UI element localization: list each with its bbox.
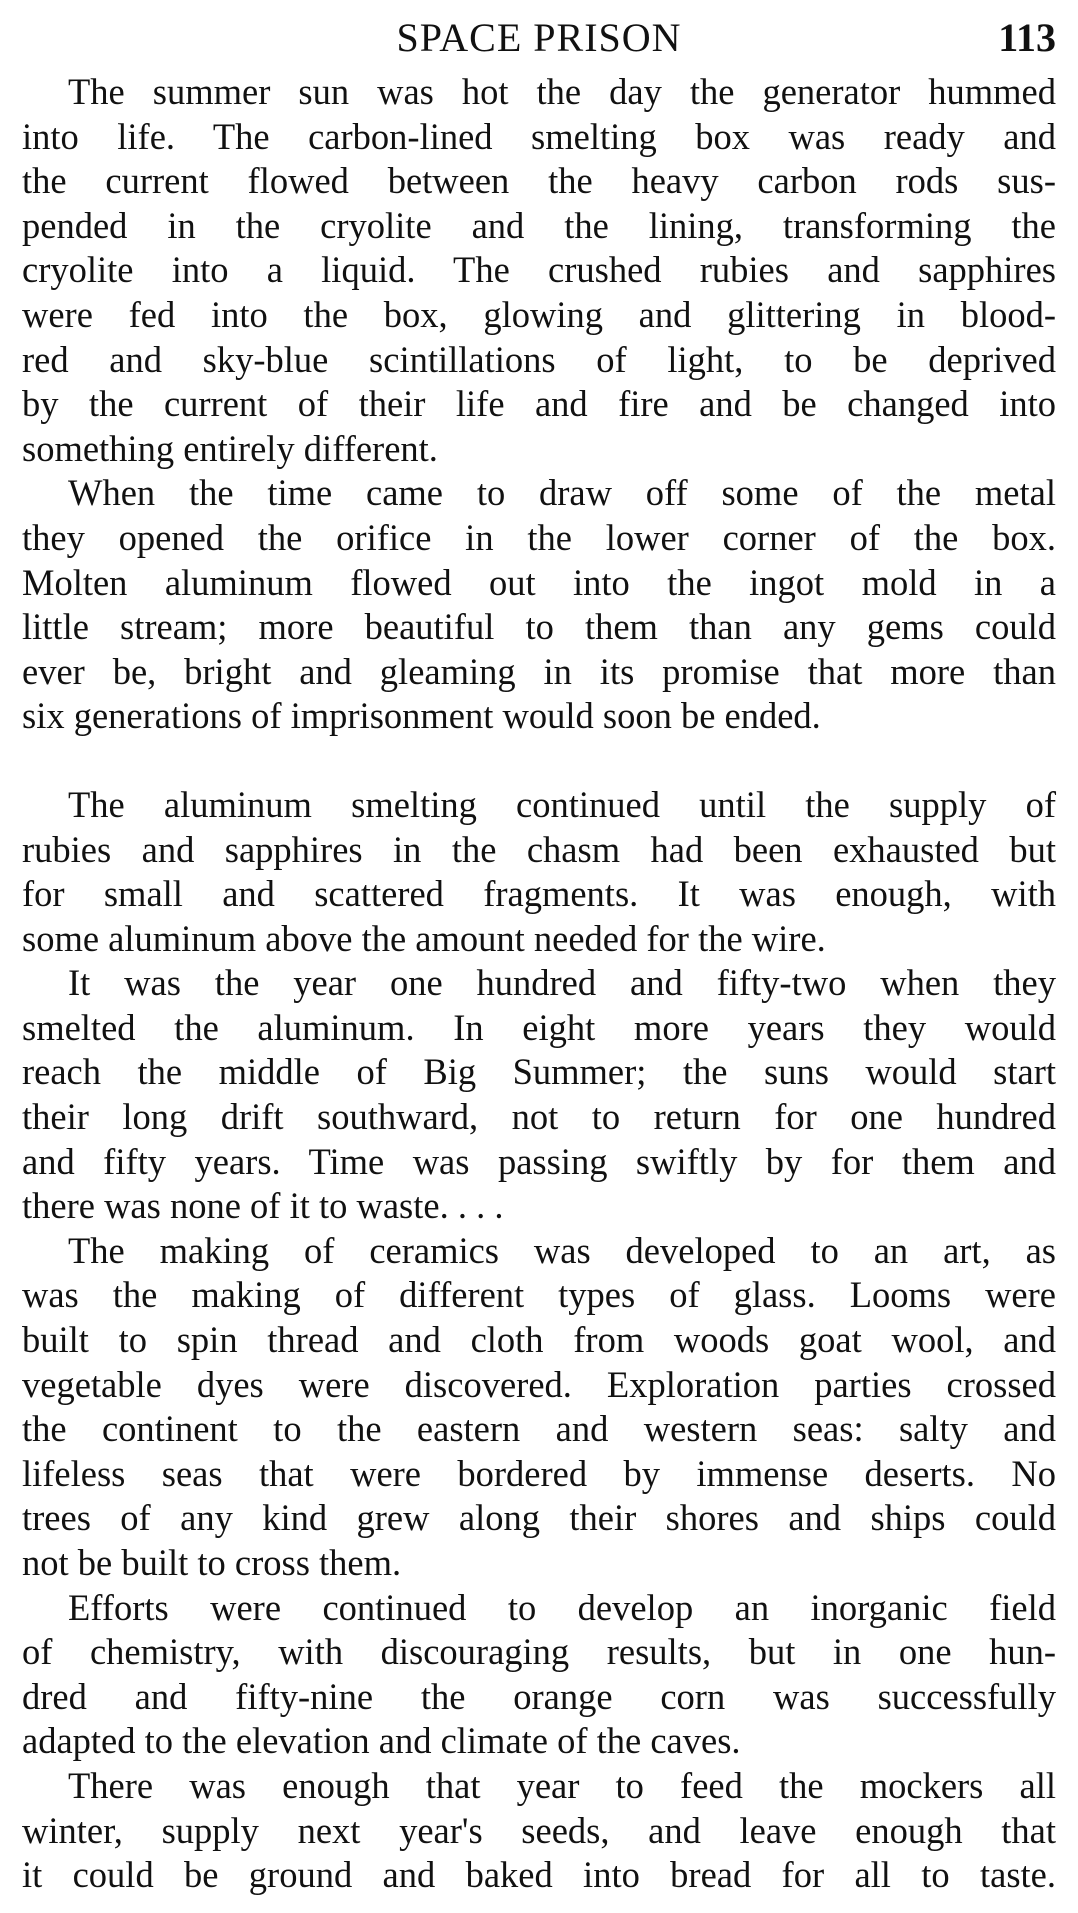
text-line: little stream; more beautiful to them than any gems could [22,606,1056,648]
text-line: rubies and sapphires in the chasm had been exhausted but [22,828,1056,870]
paragraph [22,471,1056,739]
text-line: something entirely different. [22,427,438,469]
running-head: SPACE PRISON [396,15,682,60]
paragraph [22,1764,1056,1898]
section-break [22,739,1056,783]
text-line: dred and fifty-nine the orange corn was successfully [22,1675,1056,1717]
text-line: for small and scattered fragments. It was enough, with [22,873,1056,915]
text-line: the continent to the eastern and western seas: salty and [22,1408,1056,1450]
text-line: they opened the orifice in the lower corner of the box. [22,516,1056,558]
paragraph [22,1229,1056,1586]
text-line: it could be ground and baked into bread for all to taste. [22,1854,1056,1896]
paragraph [22,961,1056,1229]
text-line: six generations of imprisonment would soon be ended. [22,695,821,737]
text-line: there was none of it to waste. . . . [22,1185,504,1227]
text-line: The aluminum smelting continued until the supply of [68,783,1056,825]
paragraph [22,70,1056,471]
text-line: It was the year one hundred and fifty-two when they [68,962,1056,1004]
text-line: were fed into the box, glowing and glittering in blood- [22,293,1056,335]
text-line: into life. The carbon-lined smelting box was ready and [22,115,1056,157]
text-line: cryolite into a liquid. The crushed rubies and sapphires [22,249,1056,291]
text-line: adapted to the elevation and climate of the caves. [22,1720,741,1762]
book-page [22,0,1056,1913]
paragraph [22,1586,1056,1764]
text-line: Efforts were continued to develop an inorganic field [68,1586,1056,1628]
page-header [22,0,1056,70]
paragraph [22,783,1056,961]
text-line: trees of any kind grew along their shores and ships could [22,1497,1056,1539]
text-line: The summer sun was hot the day the generator hummed [68,71,1056,112]
text-line: The making of ceramics was developed to an art, as [68,1229,1056,1271]
text-line: red and sky-blue scintillations of light, to be deprived [22,338,1056,380]
text-line: not be built to cross them. [22,1542,402,1583]
text-line: When the time came to draw off some of the metal [68,472,1056,514]
text-line: and fifty years. Time was passing swiftly by for them and [22,1140,1056,1182]
text-line: There was enough that year to feed the mockers all [68,1764,1056,1806]
text-line: was the making of different types of glass. Looms were [22,1274,1056,1316]
text-line: reach the middle of Big Summer; the suns would start [22,1051,1056,1093]
text-line: winter, supply next year's seeds, and leave enough that [22,1809,1056,1851]
text-line: of chemistry, with discouraging results, but in one hun- [22,1631,1056,1673]
text-line: smelted the aluminum. In eight more years they would [22,1006,1056,1048]
text-line: built to spin thread and cloth from woods goat wool, and [22,1319,1056,1361]
text-line: lifeless seas that were bordered by immense deserts. No [22,1452,1056,1494]
text-line: the current flowed between the heavy carbon rods sus- [22,160,1056,202]
text-line: their long drift southward, not to return for one hundred [22,1096,1056,1138]
page-number: 113 [998,15,1056,60]
text-line: vegetable dyes were discovered. Exploration parties crossed [22,1363,1056,1405]
text-line: some aluminum above the amount needed for the wire. [22,917,826,959]
text-line: pended in the cryolite and the lining, transforming the [22,204,1056,246]
text-line: by the current of their life and fire and be changed into [22,383,1056,425]
text-line: Molten aluminum flowed out into the ingot mold in a [22,561,1056,603]
text-line: ever be, bright and gleaming in its promise that more than [22,650,1056,692]
body-text [22,70,1056,1898]
